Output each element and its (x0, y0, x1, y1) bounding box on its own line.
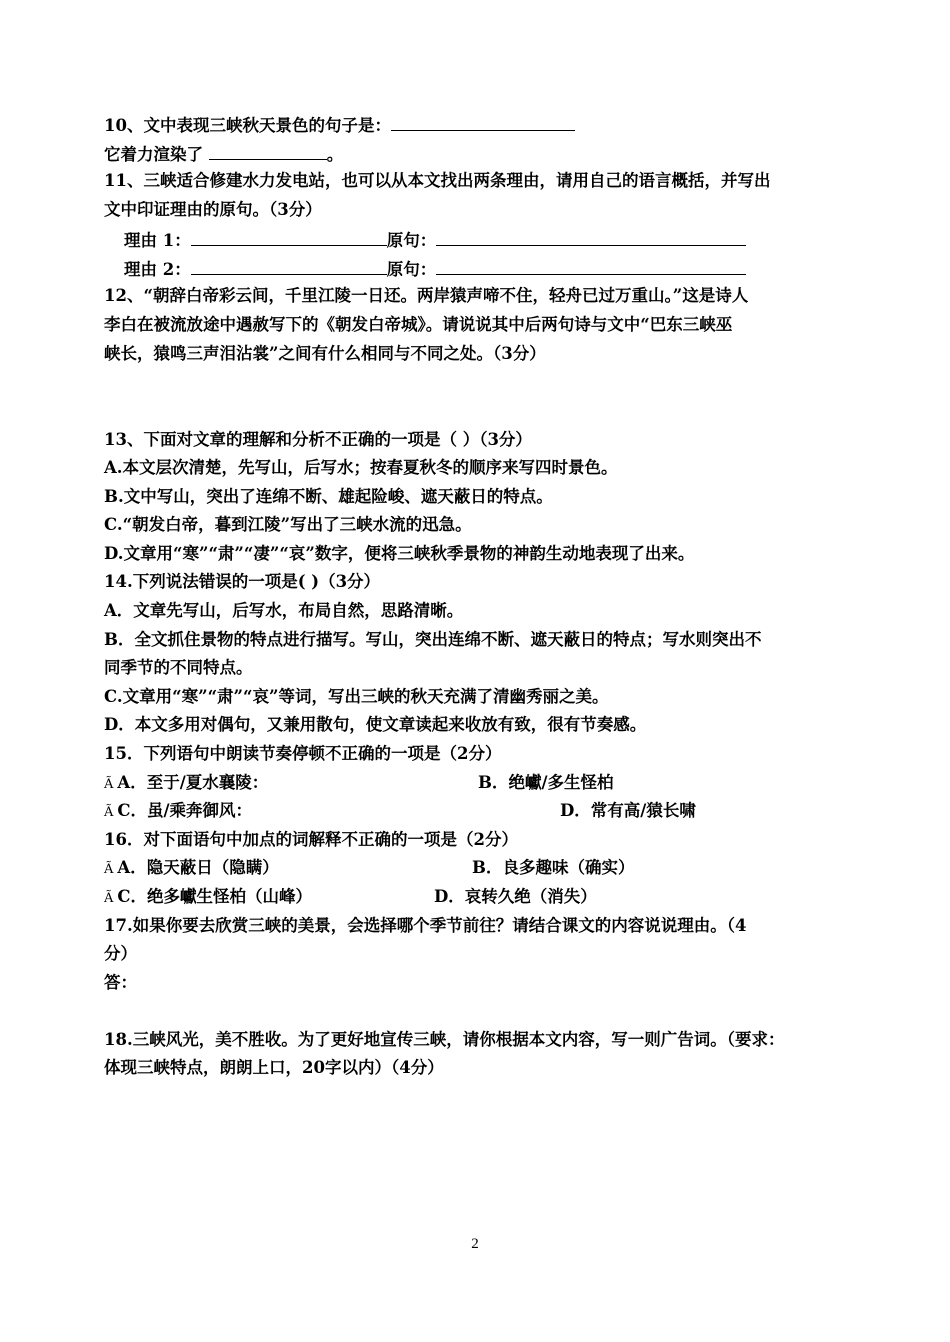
q12-line1: 12、“朝辞白帝彩云间，千里江陵一日还。两岸猿声啼不住，轻舟已过万重山。”这是诗人 (104, 286, 749, 305)
q18-line2: 体现三峡特点，朗朗上口，20字以内）（4分） (104, 1058, 444, 1077)
q15-option-b: B．绝巘/多生怪柏 (478, 773, 614, 792)
q10-line1: 10、文中表现三峡秋天景色的句子是： (104, 113, 575, 137)
q14-option-b-line1: B．全文抓住景物的特点进行描写。写山，突出连绵不断、遮天蔽日的特点；写水则突出不 (104, 630, 762, 649)
answer-blank[interactable] (391, 113, 575, 131)
q12-line3: 峡长，猿鸣三声泪沾裳”之间有什么相同与不同之处。（3分） (104, 344, 546, 363)
q13-option-d: D.文章用“寒”“肃”“凄”“哀”数字，便将三峡秋季景物的神韵生动地表现了出来。 (104, 544, 695, 563)
q18-line1: 18.三峡风光，美不胜收。为了更好地宣传三峡，请你根据本文内容，写一则广告词。（要求： (104, 1030, 785, 1049)
q15-stem: 15．下列语句中朗读节奏停顿不正确的一项是（2分） (104, 744, 502, 763)
answer-blank[interactable] (209, 142, 327, 160)
q16-option-b: B．良多趣味（确实） (472, 858, 635, 877)
reason2-blank[interactable] (191, 257, 387, 275)
q13-stem: 13、下面对文章的理解和分析不正确的一项是（ ）（3分） (104, 430, 532, 449)
q10-line2: 它着力渲染了 。 (104, 142, 343, 166)
q15-option-d: D．常有高/猿长啸 (560, 801, 696, 820)
q13-option-c: C.“朝发白帝，暮到江陵”写出了三峡水流的迅急。 (104, 515, 472, 534)
q14-option-a: A．文章先写山，后写水，布局自然，思路清晰。 (104, 601, 464, 620)
bullet-mark: Ã (104, 805, 114, 820)
q17-line1: 17.如果你要去欣赏三峡的美景，会选择哪个季节前往？请结合课文的内容说说理由。（4 (104, 916, 747, 935)
q13-option-a: A.本文层次清楚，先写山，后写水；按春夏秋冬的顺序来写四时景色。 (104, 458, 618, 477)
q17-answer-label: 答： (104, 973, 137, 992)
q14-option-d: D．本文多用对偶句，又兼用散句，使文章读起来收放有致，很有节奏感。 (104, 715, 647, 734)
q16-option-d: D．哀转久绝（消失） (434, 887, 597, 906)
q14-option-b-line2: 同季节的不同特点。 (104, 658, 253, 677)
q16-option-a: Ã A．隐天蔽日（隐瞒） (104, 858, 279, 877)
bullet-mark: Ã (104, 777, 114, 792)
q11-line2: 文中印证理由的原句。（3分） (104, 200, 322, 219)
q11-reason1-row: 理由 1： 原句： (124, 228, 746, 252)
q11-reason2-row: 理由 2： 原句： (124, 257, 746, 281)
reason1-blank[interactable] (191, 228, 387, 246)
q16-stem: 16．对下面语句中加点的词解释不正确的一项是（2分） (104, 830, 518, 849)
q16-option-c: Ã C．绝多巘生怪柏（山峰） (104, 887, 313, 906)
q14-stem: 14.下列说法错误的一项是( )（3分） (104, 572, 381, 591)
q13-option-b: B.文中写山，突出了连绵不断、雄起险峻、遮天蔽日的特点。 (104, 487, 553, 506)
bullet-mark: Ã (104, 862, 114, 877)
bullet-mark: Ã (104, 891, 114, 906)
original1-blank[interactable] (436, 228, 746, 246)
q17-line2: 分） (104, 944, 137, 963)
original2-blank[interactable] (436, 257, 746, 275)
q15-option-a: Ã A．至于/夏水襄陵： (104, 773, 269, 792)
q12-line2: 李白在被流放途中遇赦写下的《朝发白帝城》。请说说其中后两句诗与文中“巴东三峡巫 (104, 315, 733, 334)
q11-line1: 11、三峡适合修建水力发电站，也可以从本文找出两条理由，请用自己的语言概括，并写出 (104, 171, 771, 190)
q15-option-c: Ã C．虽/乘奔御风： (104, 801, 253, 820)
page-number: 2 (471, 1236, 479, 1252)
q14-option-c: C.文章用“寒”“肃”“哀”等词，写出三峡的秋天充满了清幽秀丽之美。 (104, 687, 609, 706)
